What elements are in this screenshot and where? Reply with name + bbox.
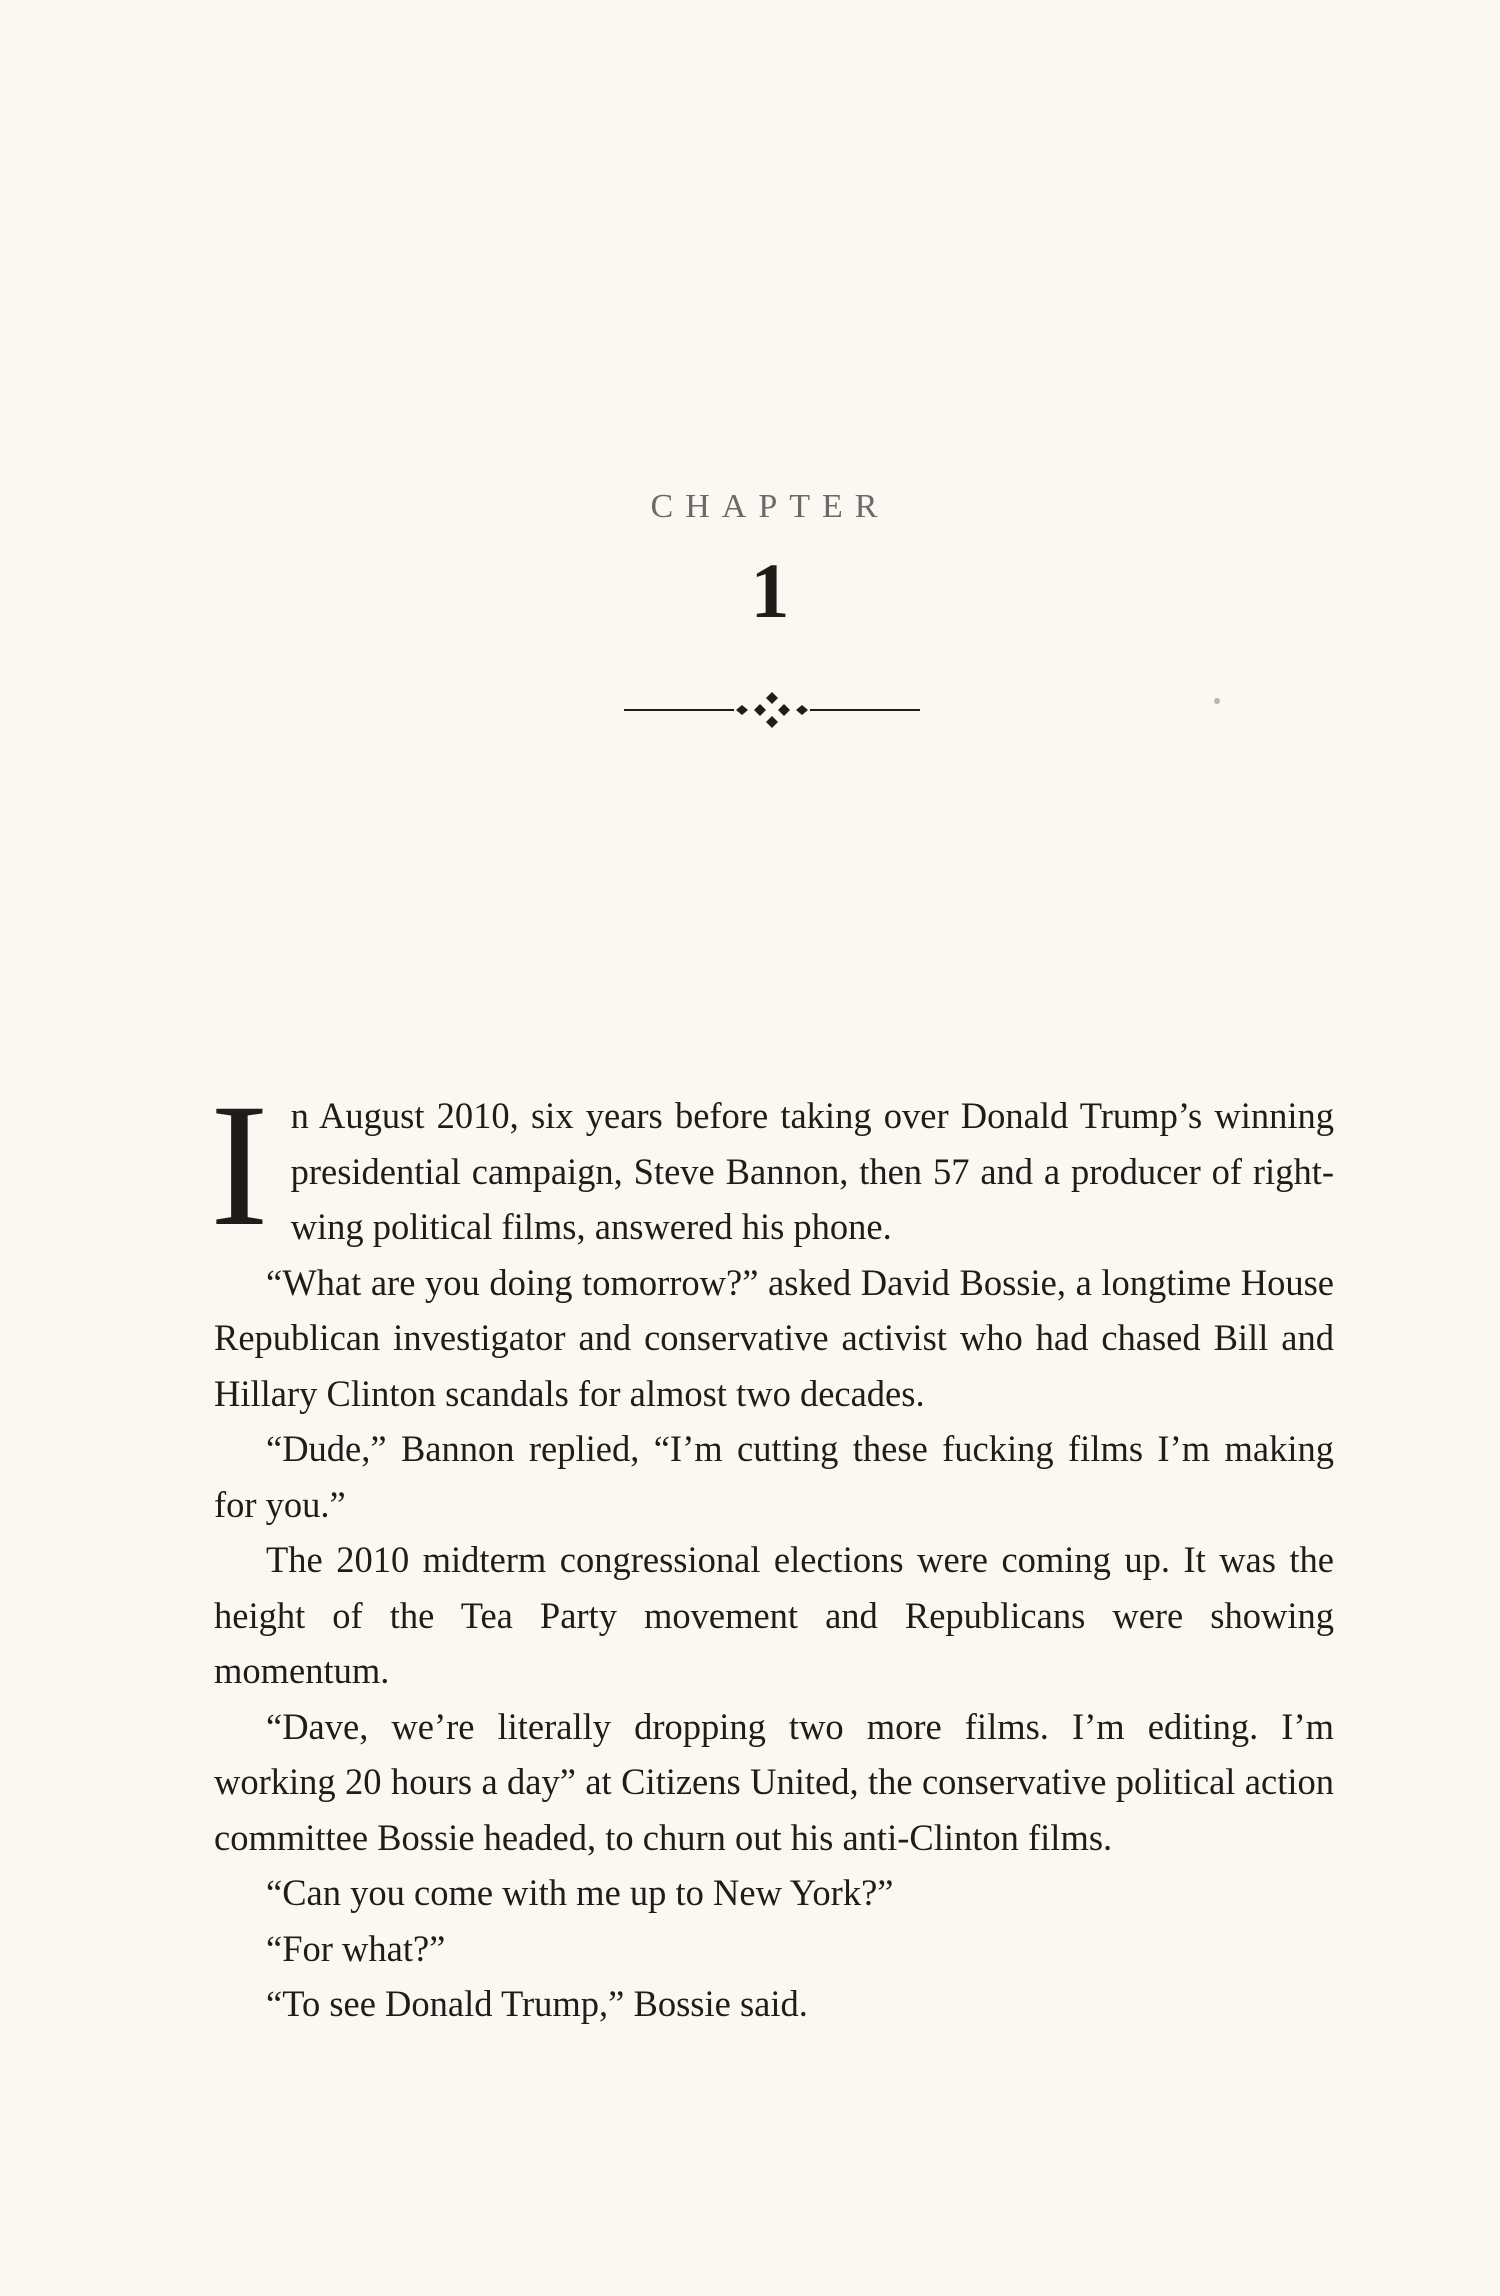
chapter-body bbox=[210, 1068, 1334, 2032]
paragraph: “Can you come with me up to New York?” bbox=[266, 1872, 894, 1913]
paragraph: “For what?” bbox=[266, 1927, 446, 1969]
paper-speck bbox=[1214, 698, 1220, 704]
fleuron-rule-icon bbox=[624, 688, 920, 732]
paragraph: “To see Donald Trump,” Bossie said. bbox=[266, 1983, 808, 2024]
paragraph: The 2010 midterm congressional elections were coming up. It was the height of the Tea Party movement and Republicans were showing momentum. bbox=[214, 1539, 1334, 1691]
opening-text: n August 2010, six years before taking over Donald Trump’s winning presidential campaign, Steve Bannon, then 57 and a producer of right-wing political films, answered his phone. bbox=[290, 1095, 1334, 1247]
opening-paragraph bbox=[210, 1068, 1334, 1263]
chapter-label: CHAPTER bbox=[650, 488, 890, 525]
chapter-number: 1 bbox=[750, 547, 790, 634]
paragraph: “What are you doing tomorrow?” asked David Bossie, a longtime House Republican investigator and conservative activist who had chased Bill and Hillary Clinton scandals for almost two decades. bbox=[214, 1261, 1334, 1414]
paragraph: “Dave, we’re literally dropping two more films. I’m editing. I’m working 20 hours a day” at Citizens United, the conservative political action committee Bossie headed, to churn out his anti-Clinton films. bbox=[214, 1705, 1334, 1858]
drop-cap: I bbox=[210, 1068, 269, 1263]
paragraph: “Dude,” Bannon replied, “I’m cutting these fucking films I’m making for you.” bbox=[214, 1428, 1334, 1525]
